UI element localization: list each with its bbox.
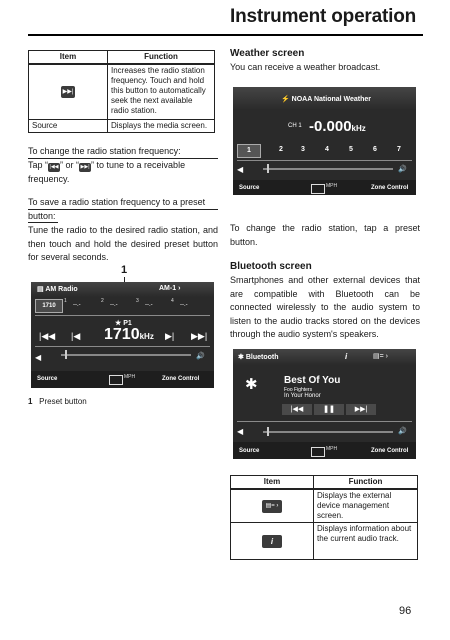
zone-control-button[interactable]: Zone Control [371,185,409,191]
source-button[interactable]: Source [239,448,260,454]
speed-icon [109,375,123,385]
prev-seek-icon[interactable]: |◀◀ [39,331,56,341]
speed-icon [311,184,325,194]
preset-row [237,144,412,156]
function-cell: Displays information about the current audio track. [314,523,418,560]
preset-number: 3 [136,298,139,304]
mph-label: MPH [124,374,136,380]
source-name: AM Radio [45,286,78,293]
prev-track-icon: |◀◀ [49,164,59,170]
preset-value: --.- [145,302,153,308]
preset-button-6[interactable]: 6 [373,146,377,153]
preset-button-5[interactable]: 5 [349,146,353,153]
weather-screen [233,87,416,195]
item-cell [29,64,108,120]
volume-slider[interactable] [61,354,191,356]
am-radio-screen [31,282,214,388]
volume-slider-handle[interactable] [267,427,269,436]
source-button[interactable]: Source [37,376,58,382]
paragraph-change-station: To change the radio station, tap a preset button. [230,223,420,247]
preset-button-3[interactable] [110,299,118,311]
callout-number: 1 [121,264,128,276]
col-function: Function [314,476,418,490]
heading-save-preset: To save a radio station frequency to a preset button: [28,197,206,221]
underline [28,222,58,223]
divider [237,160,412,161]
preset-button-4[interactable]: 4 [325,146,329,153]
function-cell: Displays the external device management screen. [314,489,418,523]
preset-indicator: ★ P1 [115,320,132,327]
heading-bluetooth: Bluetooth screen [230,261,312,272]
next-track-button[interactable]: ▶▶| [346,404,376,415]
preset-value: --.- [110,302,118,308]
col-item: Item [29,51,108,65]
preset-button-1[interactable]: 1 [237,144,261,158]
volume-slider-handle[interactable] [65,350,67,359]
function-table-2 [230,475,418,560]
preset-value: --.- [180,302,188,308]
next-track-icon[interactable]: ▶| [165,331,175,341]
track-artist: Foo Fighters [284,387,313,393]
volume-slider[interactable] [263,168,393,170]
divider [35,346,210,347]
volume-slider[interactable] [263,431,393,433]
preset-number: 1 [64,298,67,304]
channel-label: CH 1 [288,123,302,129]
item-cell: Source [29,120,108,133]
preset-number: 4 [171,298,174,304]
heading-weather: Weather screen [230,48,305,59]
volume-down-icon[interactable]: ◀ [237,165,244,174]
next-seek-icon[interactable]: ▶▶| [191,331,208,341]
weather-frequency [309,118,366,135]
band-label: AM-1 [159,285,177,292]
speed-icon [311,447,325,457]
mph-label: MPH [326,183,338,189]
heading-change-frequency: To change the radio station frequency: [28,146,181,156]
preset-number: 2 [101,298,104,304]
paragraph-bluetooth: Smartphones and other external devices that are compatible with Bluetooth can be connected wirelessly to the audio system to listen to the audio tracks stored on the devices through the audio system's speakers. [230,275,420,339]
function-cell: Increases the radio station frequency. Touch and hold this button to automatically seek the next available radio station. [108,64,215,120]
preset-button-3[interactable]: 3 [301,146,305,153]
track-title: Best Of You [284,375,341,386]
col-function: Function [108,51,215,65]
weather-title: ⚡ NOAA National Weather [281,96,372,103]
zone-control-button[interactable]: Zone Control [162,376,200,382]
zone-control-button[interactable]: Zone Control [371,448,409,454]
track-album: In Your Honor [284,393,321,399]
page-number: 96 [399,605,412,617]
preset-value: --.- [73,302,81,308]
function-cell: Displays the media screen. [108,120,215,133]
divider [35,315,210,316]
band-selector[interactable]: AM-1 › [159,285,181,292]
item-cell [231,523,314,560]
volume-slider-handle[interactable] [267,164,269,173]
preset-row [35,299,210,311]
device-management-icon: ▤= › [262,500,282,513]
volume-up-icon[interactable]: 🔊 [398,166,407,173]
preset-label: P1 [123,320,132,327]
text-fragment: ” or “ [60,160,80,170]
info-icon[interactable]: i [345,352,348,361]
prev-track-button[interactable]: |◀◀ [282,404,312,415]
bluetooth-screen [233,349,416,459]
weather-title-text: NOAA National Weather [291,96,372,103]
text-fragment: Tap “ [28,160,49,170]
paragraph-save-preset: Tune the radio to the desired radio station, and then touch and hold the desired preset button for several seconds. [28,225,218,262]
header-rule [28,34,423,36]
underline [28,209,218,210]
device-management-icon[interactable]: ▤= › [373,353,388,360]
source-label: ✱ Bluetooth [238,354,279,361]
prev-track-icon[interactable]: |◀ [71,331,81,341]
source-label: ▤ AM Radio [37,286,78,293]
preset-button-4[interactable] [145,299,153,311]
preset-button-2[interactable] [73,299,81,311]
mph-label: MPH [326,446,338,452]
divider [237,421,412,422]
source-button[interactable]: Source [239,185,260,191]
source-name: Bluetooth [245,354,279,361]
next-track-icon: ▶▶| [80,164,90,170]
frequency-value: 1710 [104,326,140,343]
info-icon: i [262,535,282,548]
paragraph-tune [28,159,218,186]
volume-up-icon[interactable]: 🔊 [196,353,205,360]
volume-down-icon[interactable]: ◀ [237,427,244,436]
figure-caption [28,397,87,406]
pause-button[interactable]: ❚❚ [314,404,344,415]
preset-button-1[interactable] [35,299,63,313]
frequency-display [104,326,154,344]
next-track-icon: ▶▶| [61,86,75,98]
volume-up-icon[interactable]: 🔊 [398,428,407,435]
function-table-1 [28,50,215,133]
col-item: Item [231,476,314,490]
bluetooth-icon: ✱ [245,376,258,393]
caption-text: Preset button [39,397,87,406]
paragraph-weather: You can receive a weather broadcast. [230,62,381,72]
frequency-unit: kHz [139,332,154,341]
frequency-unit: kHz [351,124,366,133]
frequency-value: -0.000 [309,118,352,135]
preset-button-7[interactable]: 7 [397,146,401,153]
preset-button-2[interactable]: 2 [279,146,283,153]
volume-down-icon[interactable]: ◀ [35,353,42,362]
text-fragment: ” to tune to a receivable frequency. [28,160,186,184]
item-cell [231,489,314,523]
preset-button-5[interactable] [180,299,188,311]
preset-value: 1710 [42,303,56,309]
page-header-title: Instrument operation [230,6,417,27]
caption-number: 1 [28,397,33,406]
